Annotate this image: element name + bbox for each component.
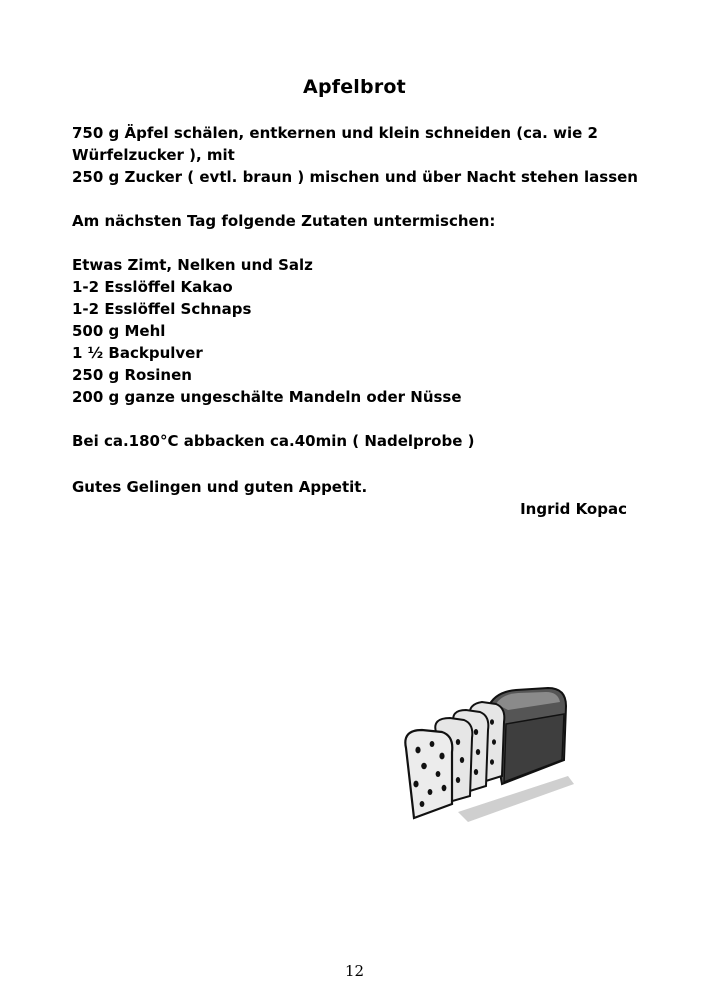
ingredient-item: 1-2 Esslöffel Kakao [72, 278, 233, 296]
ingredient-item: 200 g ganze ungeschälte Mandeln oder Nüsse [72, 388, 462, 406]
ingredient-item: 500 g Mehl [72, 322, 166, 340]
intro-paragraph [72, 122, 652, 188]
ingredient-item: 250 g Rosinen [72, 366, 192, 384]
next-day-paragraph [72, 210, 652, 232]
sliced-raisin-bread-icon [398, 680, 578, 830]
bake-paragraph [72, 430, 652, 452]
page-number: 12 [344, 962, 365, 980]
intro-line: 750 g Äpfel schälen, entkernen und klein schneiden (ca. wie 2 [72, 124, 598, 142]
closing-text: Gutes Gelingen und guten Appetit. [72, 478, 368, 496]
page-title: Apfelbrot [303, 76, 406, 98]
next-day-text: Am nächsten Tag folgende Zutaten untermischen: [72, 212, 496, 230]
ingredient-item: 1 ½ Backpulver [72, 344, 203, 362]
ingredient-item: 1-2 Esslöffel Schnaps [72, 300, 252, 318]
author-signature: Ingrid Kopac [520, 500, 627, 518]
ingredient-list [72, 254, 652, 408]
ingredient-item: Etwas Zimt, Nelken und Salz [72, 256, 313, 274]
intro-line: 250 g Zucker ( evtl. braun ) mischen und über Nacht stehen lassen [72, 168, 638, 186]
intro-line: Würfelzucker ), mit [72, 146, 235, 164]
closing-paragraph [72, 476, 652, 498]
bake-text: Bei ca.180°C abbacken ca.40min ( Nadelprobe ) [72, 432, 475, 450]
